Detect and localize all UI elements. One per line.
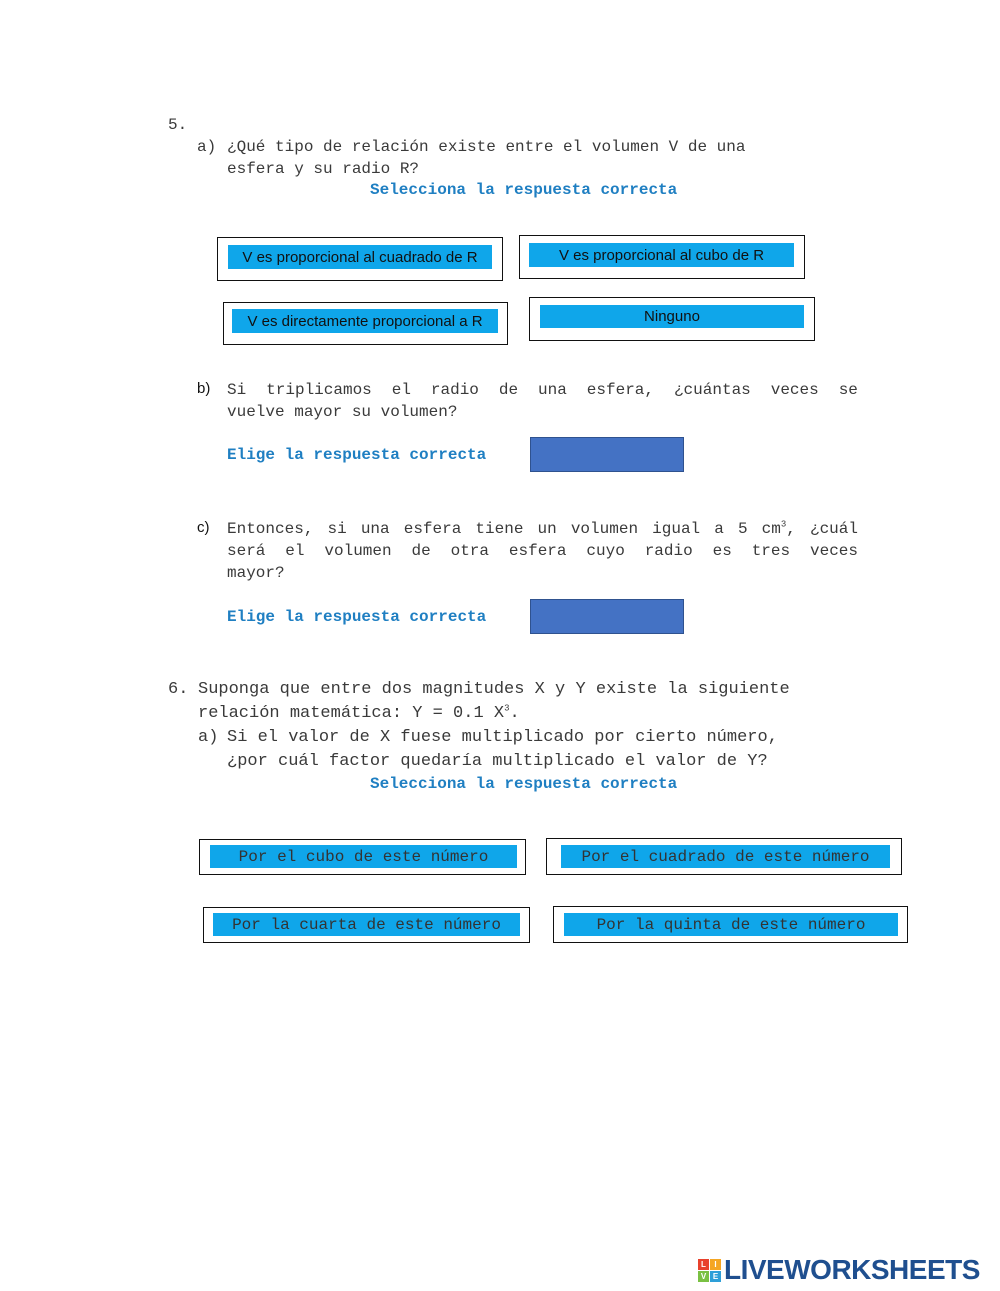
- q6a-option-4[interactable]: [564, 913, 898, 936]
- word: radio: [430, 381, 479, 399]
- logo-mark-letter: L: [698, 1259, 709, 1270]
- q5c-text-line3: mayor?: [227, 564, 285, 582]
- logo-mark-icon: [698, 1259, 721, 1282]
- word: de: [498, 381, 519, 399]
- word: es: [712, 542, 732, 560]
- q5a-option-3-label: V es directamente proporcional a R: [247, 312, 483, 330]
- q6a-marker: a): [198, 728, 219, 747]
- q5a-option-3[interactable]: [232, 309, 498, 333]
- q5a-option-4[interactable]: [540, 305, 804, 328]
- logo-text: LIVEWORKSHEETS: [724, 1254, 980, 1285]
- q6a-option-1[interactable]: [210, 845, 517, 868]
- word: radio: [644, 542, 693, 560]
- word: igual: [652, 520, 701, 538]
- q5c-text-line1: [227, 518, 858, 540]
- q6a-instruction: Selecciona la respuesta correcta: [370, 775, 678, 793]
- question-5-number: 5.: [168, 116, 188, 134]
- word: esfera: [403, 520, 462, 538]
- word: 5: [737, 520, 748, 538]
- question-6-number: 6.: [168, 680, 189, 699]
- word: una: [360, 520, 390, 538]
- word: $cm^3$,: [761, 519, 796, 538]
- word: esfera,: [586, 381, 654, 399]
- q5b-text-line1: [227, 379, 858, 401]
- logo-mark-letter: I: [710, 1259, 721, 1270]
- q5c-text-line2: [227, 540, 858, 562]
- logo-mark-letter: V: [698, 1271, 709, 1282]
- q5b-text-line2: vuelve mayor su volumen?: [227, 403, 458, 421]
- q5a-option-2-label: V es proporcional al cubo de R: [558, 246, 765, 264]
- liveworksheets-logo: [698, 1254, 980, 1286]
- word: una: [538, 381, 567, 399]
- word: volumen: [570, 520, 639, 538]
- word: a: [714, 520, 724, 538]
- q6a-option-2[interactable]: [561, 845, 890, 868]
- q5a-option-1-label: V es proporcional al cuadrado de R: [242, 248, 478, 266]
- word: tiene: [475, 520, 524, 538]
- q5a-text-line2: esfera y su radio R?: [227, 160, 420, 178]
- q6-text-line1: Suponga que entre dos magnitudes X y Y existe la siguiente: [198, 680, 790, 699]
- q5c-instruction: Elige la respuesta correcta: [227, 608, 487, 626]
- q5b-answer-dropdown[interactable]: [530, 437, 684, 472]
- word: veces: [770, 381, 819, 399]
- word: otra: [450, 542, 489, 560]
- word: Si: [227, 381, 247, 399]
- q5c-marker: c): [197, 519, 210, 536]
- q6a-option-2-label: Por el cuadrado de este número: [581, 847, 870, 866]
- q6a-text-line2: ¿por cuál factor quedaría multiplicado el valor de Y?: [227, 752, 768, 771]
- word: cuyo: [586, 542, 625, 560]
- q6a-option-4-label: Por la quinta de este número: [596, 915, 866, 934]
- word: de: [411, 542, 431, 560]
- q5a-option-4-label: Ninguno: [644, 308, 700, 325]
- word: el: [285, 542, 305, 560]
- q5b-marker: b): [197, 380, 211, 397]
- word: esfera: [508, 542, 567, 560]
- q5a-option-1[interactable]: [228, 245, 492, 269]
- word: Entonces,: [227, 520, 314, 538]
- q6a-option-1-label: Por el cubo de este número: [238, 847, 489, 866]
- word: ¿cuál: [809, 520, 858, 538]
- word: si: [327, 520, 347, 538]
- word: el: [391, 381, 411, 399]
- q5a-instruction: Selecciona la respuesta correcta: [370, 181, 678, 199]
- q5a-option-2[interactable]: [529, 243, 794, 267]
- q5c-answer-dropdown[interactable]: [530, 599, 684, 634]
- word: veces: [809, 542, 858, 560]
- word: se: [838, 381, 858, 399]
- q5a-marker: a): [197, 138, 217, 156]
- q5a-text-line1: ¿Qué tipo de relación existe entre el volumen V de una: [227, 138, 746, 156]
- word: triplicamos: [266, 381, 372, 399]
- q6a-option-3-label: Por la cuarta de este número: [232, 915, 501, 934]
- q6-text-line2: relación matemática: Y = 0.1 $X^3$.: [198, 703, 520, 723]
- word: un: [537, 520, 557, 538]
- word: volumen: [324, 542, 392, 560]
- q6a-option-3[interactable]: [213, 913, 520, 936]
- word: ¿cuántas: [673, 381, 751, 399]
- logo-mark-letter: E: [710, 1271, 721, 1282]
- word: será: [227, 542, 266, 560]
- q5b-instruction: Elige la respuesta correcta: [227, 446, 487, 464]
- q6a-text-line1: Si el valor de X fuese multiplicado por cierto número,: [227, 728, 778, 747]
- word: tres: [751, 542, 791, 560]
